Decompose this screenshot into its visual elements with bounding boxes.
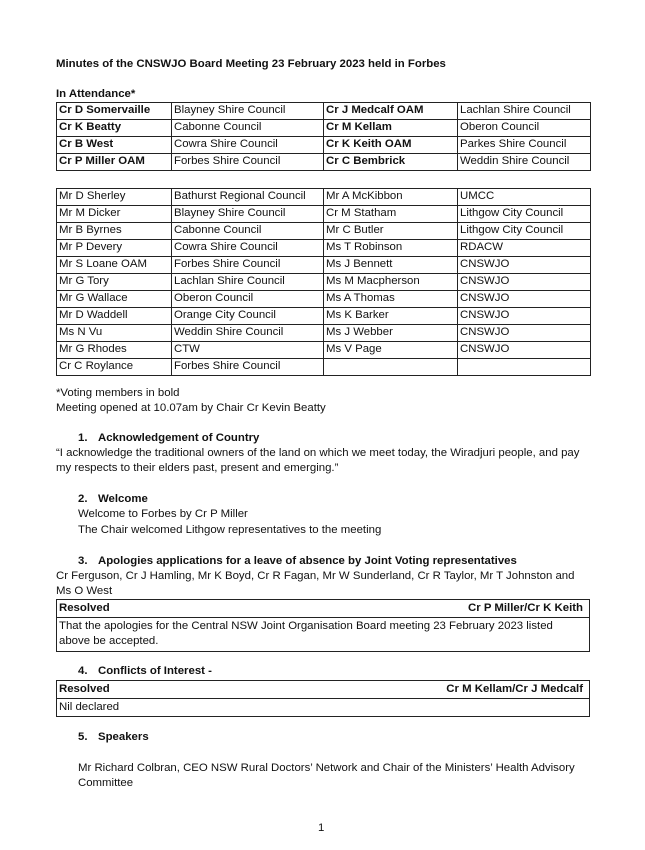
table-row bbox=[57, 154, 591, 171]
attendee-name-cell: Ms M Macpherson bbox=[324, 274, 458, 291]
section-title: Acknowledgement of Country bbox=[98, 432, 260, 444]
attendee-name-cell: Ms V Page bbox=[324, 342, 458, 359]
resolution-text: Nil declared bbox=[59, 701, 120, 713]
attendee-name-cell: Mr G Tory bbox=[57, 274, 172, 291]
attendee-organisation-cell: CNSWJO bbox=[458, 274, 591, 291]
attendee-organisation-cell: Forbes Shire Council bbox=[172, 359, 324, 376]
welcome-line-2: The Chair welcomed Lithgow representatives to the meeting bbox=[78, 524, 382, 536]
table-row bbox=[57, 257, 591, 274]
section-3-heading bbox=[78, 554, 517, 569]
page-title: Minutes of the CNSWJO Board Meeting 23 February 2023 held in Forbes bbox=[56, 58, 446, 70]
attendee-name-cell: Cr J Medcalf OAM bbox=[324, 103, 458, 120]
other-attendees-table bbox=[56, 188, 591, 376]
attendee-organisation-cell: CNSWJO bbox=[458, 325, 591, 342]
attendee-name-cell: Cr K Beatty bbox=[57, 120, 172, 137]
attendee-organisation-cell: Weddin Shire Council bbox=[172, 325, 324, 342]
attendee-organisation-cell: Bathurst Regional Council bbox=[172, 189, 324, 206]
section-title: Welcome bbox=[98, 493, 148, 505]
attendee-organisation-cell: Lithgow City Council bbox=[458, 223, 591, 240]
welcome-line-1: Welcome to Forbes by Cr P Miller bbox=[78, 508, 248, 520]
attendee-organisation-cell: Orange City Council bbox=[172, 308, 324, 325]
table-row bbox=[57, 223, 591, 240]
attendee-organisation-cell: Cowra Shire Council bbox=[172, 240, 324, 257]
attendee-organisation-cell: Lithgow City Council bbox=[458, 206, 591, 223]
attendee-organisation-cell: CNSWJO bbox=[458, 342, 591, 359]
attendee-name-cell: Cr M Kellam bbox=[324, 120, 458, 137]
attendee-name-cell: Cr P Miller OAM bbox=[57, 154, 172, 171]
table-row bbox=[57, 274, 591, 291]
attendee-name-cell: Mr D Waddell bbox=[57, 308, 172, 325]
attendee-organisation-cell: Lachlan Shire Council bbox=[172, 274, 324, 291]
resolved-label: Resolved bbox=[59, 683, 110, 695]
attendee-name-cell: Mr G Rhodes bbox=[57, 342, 172, 359]
attendee-organisation-cell: Forbes Shire Council bbox=[172, 154, 324, 171]
attendee-organisation-cell: Cabonne Council bbox=[172, 223, 324, 240]
voting-members-table bbox=[56, 102, 591, 171]
apologies-resolution-box bbox=[56, 599, 590, 652]
section-title: Speakers bbox=[98, 731, 149, 743]
attendee-organisation-cell: Blayney Shire Council bbox=[172, 103, 324, 120]
apologies-text: Cr Ferguson, Cr J Hamling, Mr K Boyd, Cr R Fagan, Mr W Sunderland, Cr R Taylor, Mr T Johnston and Ms O West bbox=[56, 570, 575, 598]
attendee-organisation-cell: CNSWJO bbox=[458, 308, 591, 325]
table-row bbox=[57, 359, 591, 376]
resolution-header bbox=[57, 681, 589, 699]
acknowledgement-text: “I acknowledge the traditional owners of the land on which we meet today, the Wiradjuri people, and pay my respects to their elders past, present and emerging.” bbox=[56, 447, 580, 475]
table-row bbox=[57, 103, 591, 120]
section-number: 4. bbox=[78, 665, 88, 677]
section-title: Conflicts of Interest - bbox=[98, 665, 212, 677]
attendee-name-cell: Mr D Sherley bbox=[57, 189, 172, 206]
attendee-organisation-cell: Forbes Shire Council bbox=[172, 257, 324, 274]
voting-note: *Voting members in bold bbox=[56, 387, 180, 399]
attendee-organisation-cell: Oberon Council bbox=[172, 291, 324, 308]
attendee-name-cell bbox=[324, 359, 458, 376]
page-number: 1 bbox=[318, 822, 325, 834]
attendee-name-cell: Cr C Bembrick bbox=[324, 154, 458, 171]
attendee-name-cell: Mr P Devery bbox=[57, 240, 172, 257]
attendance-heading: In Attendance* bbox=[56, 88, 136, 100]
attendee-name-cell: Cr B West bbox=[57, 137, 172, 154]
section-4-heading bbox=[78, 664, 212, 679]
attendee-name-cell: Cr M Statham bbox=[324, 206, 458, 223]
attendee-organisation-cell: UMCC bbox=[458, 189, 591, 206]
attendee-name-cell: Ms A Thomas bbox=[324, 291, 458, 308]
attendee-organisation-cell: CNSWJO bbox=[458, 291, 591, 308]
attendee-organisation-cell: Parkes Shire Council bbox=[458, 137, 591, 154]
resolution-header bbox=[57, 600, 589, 618]
attendee-organisation-cell: CNSWJO bbox=[458, 257, 591, 274]
resolved-label: Resolved bbox=[59, 602, 110, 614]
attendee-name-cell: Mr C Butler bbox=[324, 223, 458, 240]
attendee-name-cell: Mr M Dicker bbox=[57, 206, 172, 223]
attendee-organisation-cell: Lachlan Shire Council bbox=[458, 103, 591, 120]
attendee-organisation-cell: RDACW bbox=[458, 240, 591, 257]
speakers-text: Mr Richard Colbran, CEO NSW Rural Doctors’ Network and Chair of the Ministers’ Health Advisory Committee bbox=[78, 762, 575, 790]
attendee-name-cell: Mr S Loane OAM bbox=[57, 257, 172, 274]
conflicts-resolution-box bbox=[56, 680, 590, 717]
table-row bbox=[57, 189, 591, 206]
table-row bbox=[57, 206, 591, 223]
table-row bbox=[57, 137, 591, 154]
attendee-name-cell: Mr B Byrnes bbox=[57, 223, 172, 240]
attendee-organisation-cell: Blayney Shire Council bbox=[172, 206, 324, 223]
resolution-text: That the apologies for the Central NSW Joint Organisation Board meeting 23 February 2023 listed above be accepted. bbox=[59, 620, 553, 648]
attendee-name-cell: Ms K Barker bbox=[324, 308, 458, 325]
section-2-heading bbox=[78, 492, 148, 507]
attendee-name-cell: Mr G Wallace bbox=[57, 291, 172, 308]
attendee-name-cell: Cr K Keith OAM bbox=[324, 137, 458, 154]
attendee-name-cell: Cr C Roylance bbox=[57, 359, 172, 376]
attendee-organisation-cell: CTW bbox=[172, 342, 324, 359]
section-5-heading bbox=[78, 730, 149, 745]
attendee-name-cell: Ms J Webber bbox=[324, 325, 458, 342]
resolution-movers: Cr M Kellam/Cr J Medcalf bbox=[446, 683, 583, 695]
attendee-name-cell: Ms J Bennett bbox=[324, 257, 458, 274]
section-number: 1. bbox=[78, 432, 88, 444]
section-title: Apologies applications for a leave of absence by Joint Voting representatives bbox=[98, 555, 517, 567]
attendee-organisation-cell bbox=[458, 359, 591, 376]
table-row bbox=[57, 291, 591, 308]
table-row bbox=[57, 342, 591, 359]
meeting-opened: Meeting opened at 10.07am by Chair Cr Kevin Beatty bbox=[56, 402, 326, 414]
table-row bbox=[57, 240, 591, 257]
section-number: 5. bbox=[78, 731, 88, 743]
table-row bbox=[57, 308, 591, 325]
section-number: 2. bbox=[78, 493, 88, 505]
table-row bbox=[57, 120, 591, 137]
section-number: 3. bbox=[78, 555, 88, 567]
attendee-organisation-cell: Cowra Shire Council bbox=[172, 137, 324, 154]
attendee-organisation-cell: Cabonne Council bbox=[172, 120, 324, 137]
attendee-organisation-cell: Weddin Shire Council bbox=[458, 154, 591, 171]
attendee-name-cell: Cr D Somervaille bbox=[57, 103, 172, 120]
resolution-movers: Cr P Miller/Cr K Keith bbox=[468, 602, 583, 614]
attendee-name-cell: Mr A McKibbon bbox=[324, 189, 458, 206]
table-row bbox=[57, 325, 591, 342]
attendee-organisation-cell: Oberon Council bbox=[458, 120, 591, 137]
attendee-name-cell: Ms T Robinson bbox=[324, 240, 458, 257]
section-1-heading bbox=[78, 431, 259, 446]
attendee-name-cell: Ms N Vu bbox=[57, 325, 172, 342]
